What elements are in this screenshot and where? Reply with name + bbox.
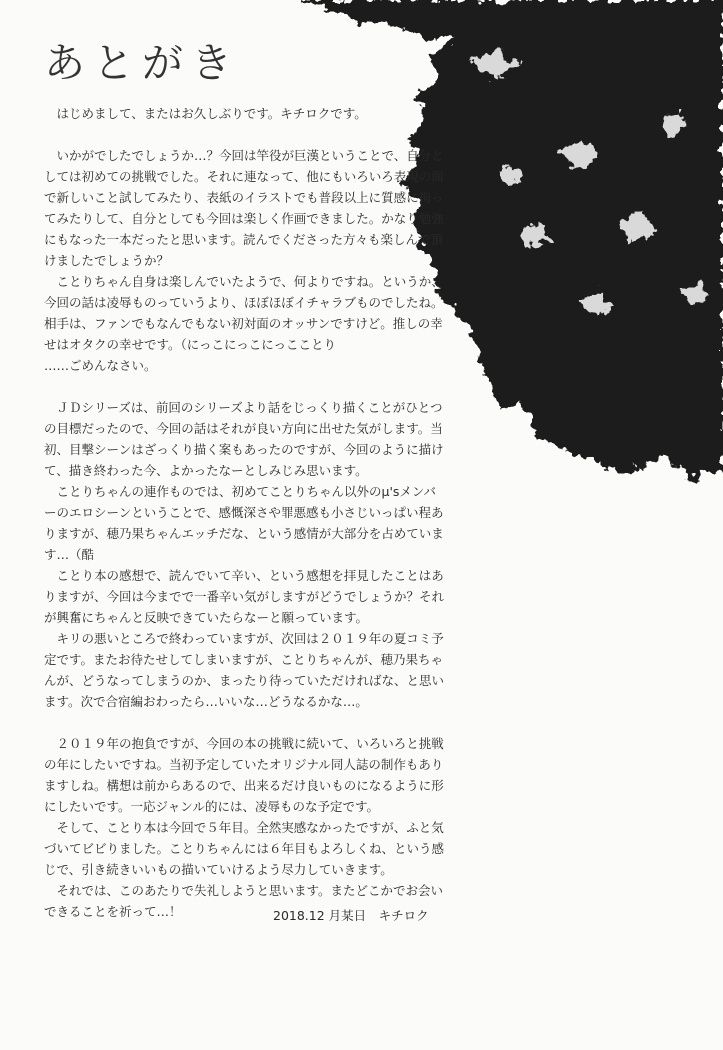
text-line: ２０１９年の抱負ですが、今回の本の挑戦に続いて、いろいろと挑戦 <box>44 736 444 751</box>
paragraph-jd-series <box>44 397 444 712</box>
text-line: てみたりして、自分としても今回は楽しく作画できました。かなり勉強 <box>44 211 444 226</box>
text-line: りますが、穂乃果ちゃんエッチだな、という感情が大部分を占めていま <box>44 526 444 541</box>
text-line: 相手は、ファンでもなんでもない初対面のオッサンですけど。推しの幸 <box>44 316 443 331</box>
text-line: ことりちゃんの連作ものでは、初めてことりちゃん以外のμ'sメンバ <box>44 484 437 499</box>
text-line: で新しいこと試してみたり、表紙のイラストでも普段以上に質感に拘っ <box>44 190 444 205</box>
text-line: キリの悪いところで終わっていますが、次回は２０１９年の夏コミ予 <box>44 631 444 646</box>
text-line: せはオタクの幸せです。（にっこにっこにっこことり <box>44 337 337 352</box>
afterword-body <box>44 103 444 922</box>
text-line: いかがでしたでしょうか…？今回は竿役が巨漢ということで、自分と <box>44 148 444 163</box>
text-line: にしたいです。一応ジャンル的には、凌辱ものな予定です。 <box>44 799 379 814</box>
text-line: ……ごめんなさい。 <box>44 358 157 373</box>
text-line: できることを祈って…！ <box>44 904 182 919</box>
text-line: ことりちゃん自身は楽しんでいたようで、何よりですね。というか、 <box>44 274 444 289</box>
paragraph-2019-plans <box>44 733 444 922</box>
text-line: じで、引き続きいいもの描いていけるよう尽力していきます。 <box>44 862 393 877</box>
text-line: んが、どうなってしまうのか、まったり待っていただければな、と思い <box>44 673 445 688</box>
text-line: はじめまして、またはお久しぶりです。キチロクです。 <box>44 106 367 121</box>
text-line: の年にしたいですね。当初予定していたオリジナル同人誌の制作もあり <box>44 757 444 772</box>
paragraph-impressions <box>44 145 444 376</box>
page-title: あとがき <box>44 39 240 87</box>
text-line: の目標だったので、今回の話はそれが良い方向に出せた気がします。当 <box>44 421 443 436</box>
text-line: りますが、今回は今までで一番辛い気がしますがどうでしょうか？それ <box>44 589 445 604</box>
paragraph-gap <box>44 376 444 397</box>
paragraph-greeting <box>44 103 444 124</box>
text-line: それでは、このあたりで失礼しようと思います。またどこかでお会い <box>44 883 444 898</box>
signature-line: 2018.12 月某日 キチロク <box>273 908 429 923</box>
text-line: す…（酷 <box>44 547 95 562</box>
text-line: ことり本の感想で、読んでいて辛い、という感想を拝見したことはあ <box>44 568 444 583</box>
text-line: ます。次で合宿編おわったら…いいな…どうなるかな…。 <box>44 694 368 709</box>
text-line: が興奮にちゃんと反映できていたらなーと願っています。 <box>44 610 369 625</box>
paragraph-gap <box>44 712 444 733</box>
text-line: づいてビビりました。ことりちゃんには６年目もよろしくね、という感 <box>44 841 445 856</box>
text-line: そして、ことり本は今回で５年目。全然実感なかったですが、ふと気 <box>44 820 444 835</box>
text-line: 今回の話は凌辱ものっていうより、ほぼほぼイチャラブものでしたね。 <box>44 295 444 310</box>
text-line: けましたでしょうか？ <box>44 253 170 268</box>
text-line: 初、目撃シーンはざっくり描く案もあったのですが、今回のように描け <box>44 442 444 457</box>
text-line: て、描き終わった今、よかったなーとしみじみ思います。 <box>44 463 368 478</box>
text-line: にもなった一本だったと思います。読んでくださった方々も楽しんで頂 <box>44 232 444 247</box>
text-line: 定です。またお待たせしてしまいますが、ことりちゃんが、穂乃果ちゃ <box>44 652 444 667</box>
text-line: しては初めての挑戦でした。それに連なって、他にもいろいろ表現の面 <box>44 169 444 184</box>
paragraph-gap <box>44 124 444 145</box>
text-line: ＪＤシリーズは、前回のシリーズより話をじっくり描くことがひとつ <box>44 400 443 415</box>
text-line: ーのエロシーンということで、感慨深さや罪悪感も小さじいっぱい程あ <box>44 505 444 520</box>
text-line: ますしね。構想は前からあるので、出来るだけ良いものになるように形 <box>44 778 444 793</box>
